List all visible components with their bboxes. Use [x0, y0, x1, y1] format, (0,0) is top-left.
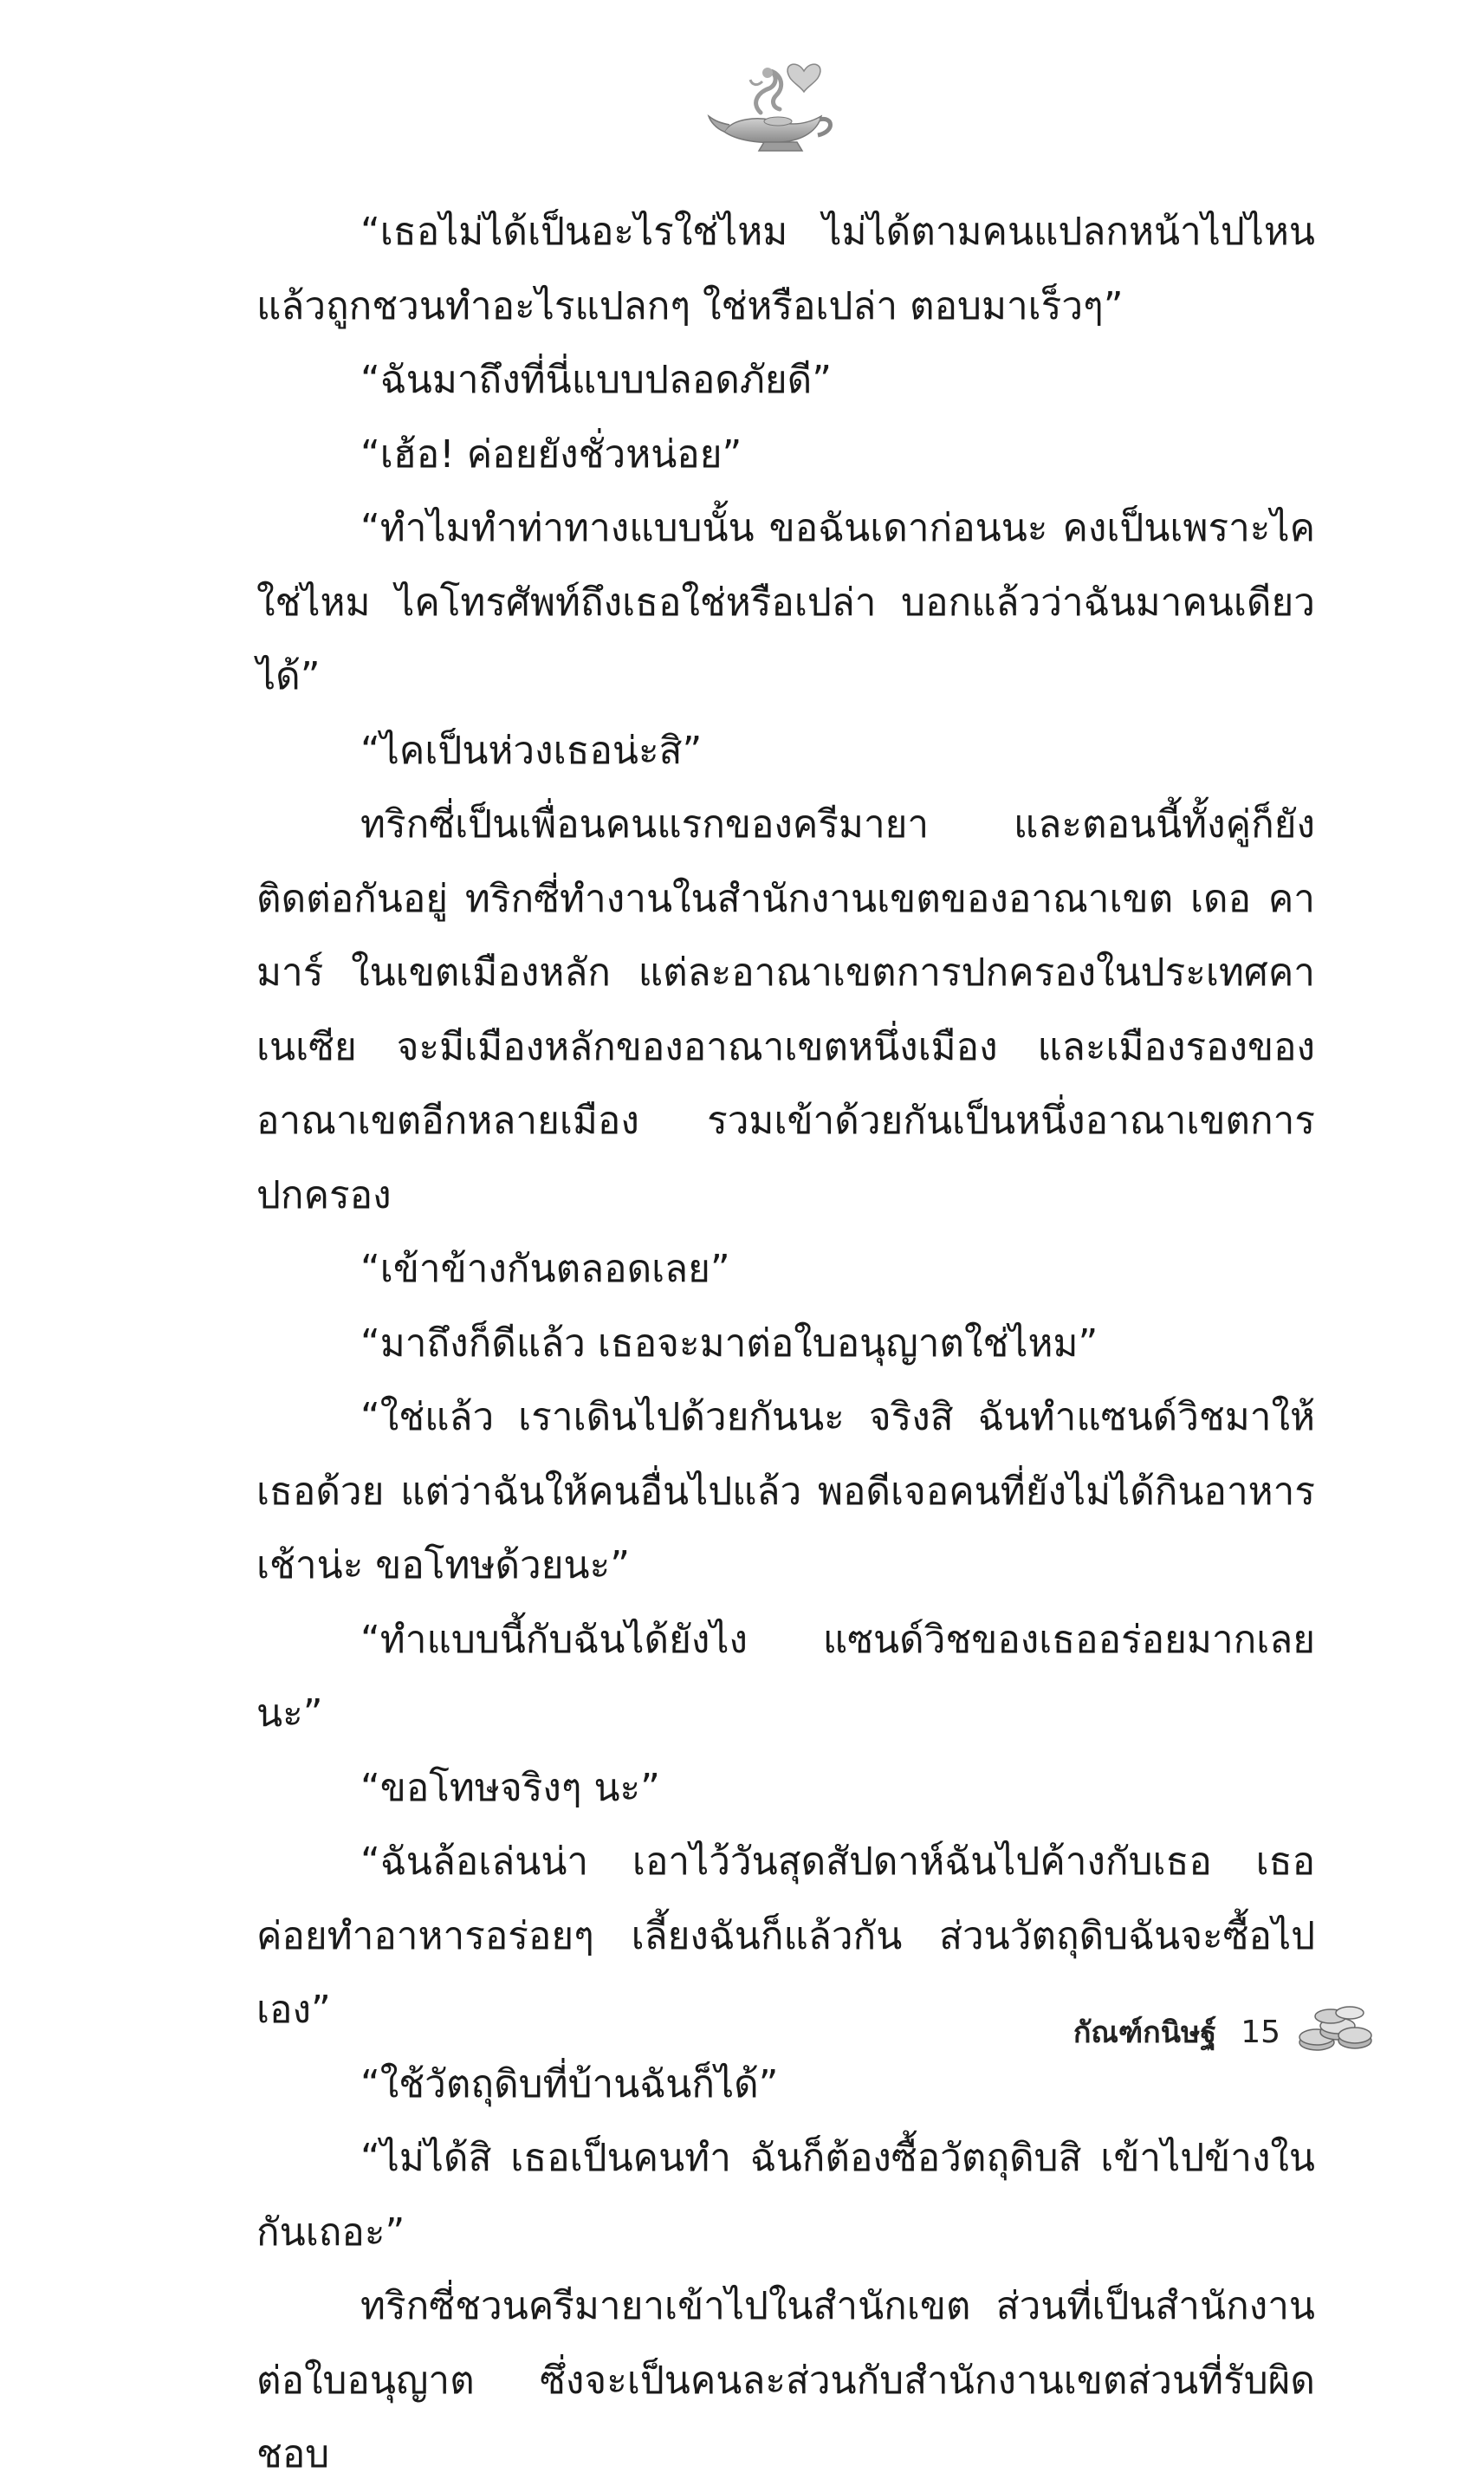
paragraph: “ขอโทษจริงๆ นะ” [360, 1765, 660, 1810]
genie-lamp-icon [707, 52, 837, 156]
paragraph: “ฉันล้อเล่นน่า เอาไว้วันสุดสัปดาห์ฉันไปค้างกับเธอ เธอค่อยทำอาหารอร่อยๆ เลี้ยงฉันก็แล้วกัน ส่วนวัตถุดิบฉันจะซื้อไปเอง” [256, 1840, 1315, 2032]
book-title: กัณฑ์กนิษฐ์ [1072, 2015, 1217, 2050]
paragraph: “ไคเป็นห่วงเธอน่ะสิ” [360, 728, 703, 773]
paragraph: “ไม่ได้สิ เธอเป็นคนทำ ฉันก็ต้องซื้อวัตถุดิบสิ เข้าไปข้างในกันเถอะ” [256, 2136, 1315, 2255]
page-footer [1073, 2006, 1280, 2058]
paragraph: “เธอไม่ได้เป็นอะไรใช่ไหม ไม่ได้ตามคนแปลกหน้าไปไหน แล้วถูกชวนทำอะไรแปลกๆ ใช่หรือเปล่า ตอบมาเร็วๆ” [256, 210, 1315, 328]
body-text [256, 195, 1315, 2492]
paragraph: “เข้าข้างกันตลอดเลย” [360, 1247, 730, 1291]
page-number: 15 [1241, 2014, 1280, 2050]
paragraph: “ใช่แล้ว เราเดินไปด้วยกันนะ จริงสิ ฉันทำแซนด์วิชมาให้เธอด้วย แต่ว่าฉันให้คนอื่นไปแล้ว พอดีเจอคนที่ยังไม่ได้กินอาหารเช้าน่ะ ขอโทษด้วยนะ” [256, 1395, 1315, 1587]
paragraph: ทริกซี่เป็นเพื่อนคนแรกของครีมายา และตอนนี้ทั้งคู่ก็ยังติดต่อกันอยู่ ทริกซี่ทำงานในสำนักงานเขตของอาณาเขต เดอ คามาร์ ในเขตเมืองหลัก แต่ละอาณาเขตการปกครองในประเทศคาเนเซีย จะมีเมืองหลักของอาณาเขตหนึ่งเมือง และเมืองรองของอาณาเขตอีกหลายเมือง รวมเข้าด้วยกันเป็นหนึ่งอาณาเขตการปกครอง [256, 802, 1315, 1217]
paragraph: ทริกซี่ชวนครีมายาเข้าไปในสำนักเขต ส่วนที่เป็นสำนักงานต่อใบอนุญาต ซึ่งจะเป็นคนละส่วนกับสำนักงานเขตส่วนที่รับผิดชอบ [256, 2284, 1315, 2476]
paragraph: “มาถึงก็ดีแล้ว เธอจะมาต่อใบอนุญาตใช่ไหม” [360, 1321, 1098, 1366]
paragraph: “ฉันมาถึงที่นี่แบบปลอดภัยดี” [360, 358, 833, 402]
paragraph: “ทำไมทำท่าทางแบบนั้น ขอฉันเดาก่อนนะ คงเป็นเพราะไคใช่ไหม ไคโทรศัพท์ถึงเธอใช่หรือเปล่า บอกแล้วว่าฉันมาคนเดียวได้” [256, 506, 1315, 698]
paragraph: “ทำแบบนี้กับฉันได้ยังไง แซนด์วิชของเธออร่อยมากเลยนะ” [256, 1617, 1315, 1736]
paragraph: “ใช้วัตถุดิบที่บ้านฉันก็ได้” [360, 2061, 779, 2106]
paragraph: “เฮ้อ! ค่อยยังชั่วหน่อย” [360, 432, 742, 477]
coin-stack-icon [1296, 2002, 1374, 2056]
